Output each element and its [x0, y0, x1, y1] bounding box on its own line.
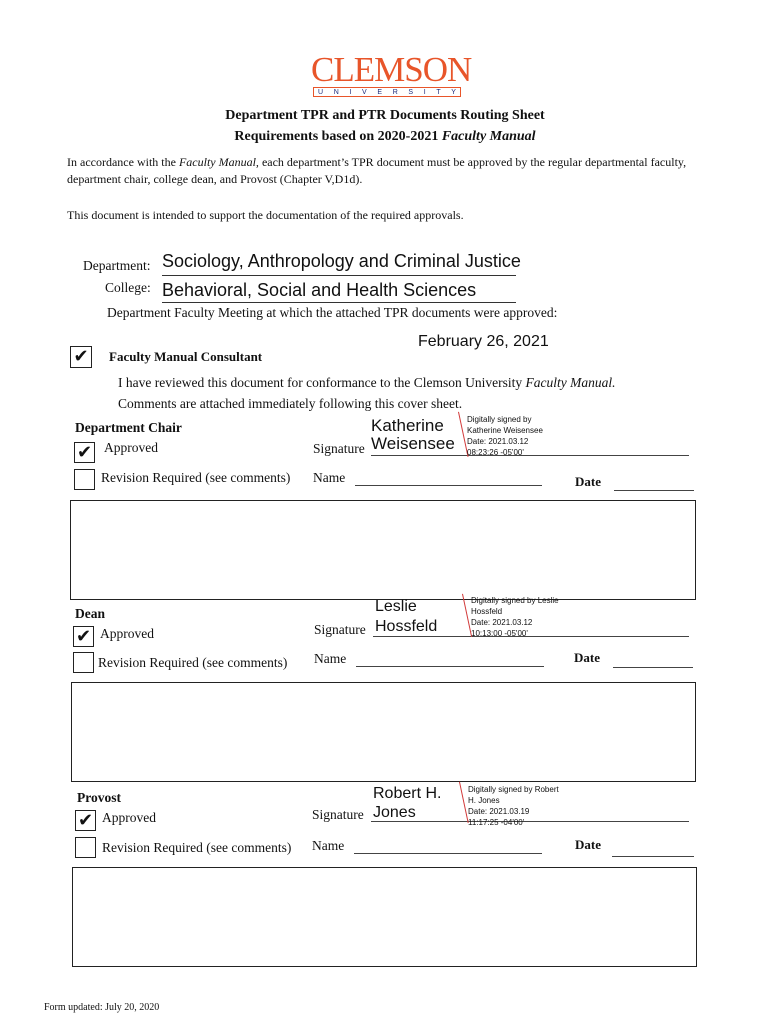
dean-revision-label: Revision Required (see comments) — [98, 655, 288, 670]
intro-line-1 — [67, 155, 686, 170]
department-field[interactable]: Sociology, Anthropology and Criminal Justice — [162, 251, 516, 276]
subtitle-prefix: Requirements based on 2020-2021 — [234, 129, 442, 144]
chair-revision-label: Revision Required (see comments) — [101, 470, 291, 485]
provost-name-line[interactable] — [354, 853, 542, 854]
chair-title: Department Chair — [75, 420, 182, 435]
provost-digital-signature — [468, 784, 559, 828]
dean-approved-checkbox[interactable]: ✔ — [73, 626, 94, 647]
chair-date-line[interactable] — [614, 490, 694, 491]
dean-approved-label: Approved — [100, 626, 154, 641]
dean-name-line[interactable] — [356, 666, 544, 667]
provost-revision-label: Revision Required (see comments) — [102, 840, 292, 855]
dean-signature-label: Signature — [314, 622, 366, 637]
chair-digital-signature — [467, 414, 543, 458]
dean-date-label: Date — [574, 650, 600, 665]
dsig-line: Katherine Weisensee — [467, 426, 543, 435]
chair-signature-label: Signature — [313, 441, 365, 456]
provost-title: Provost — [77, 790, 121, 805]
provost-approved-label: Approved — [102, 810, 156, 825]
consultant-italic: Faculty Manual. — [525, 375, 616, 390]
page-title: Department TPR and PTR Documents Routing Sheet — [225, 108, 545, 123]
university-subtitle — [313, 87, 461, 97]
meeting-label: Department Faculty Meeting at which the attached TPR documents were approved: — [107, 305, 558, 320]
intro-purpose: This document is intended to support the documentation of the required approvals. — [67, 208, 464, 222]
intro-text: In accordance with the — [67, 155, 179, 169]
logo-letter: I — [349, 88, 352, 96]
dsig-line: Digitally signed by Leslie — [471, 596, 559, 605]
dsig-line: Date: 2021.03.12 — [471, 618, 533, 627]
provost-date-label: Date — [575, 837, 601, 852]
college-label: College: — [105, 280, 151, 295]
intro-text: each department’s TPR document must be approved by the regular departmental faculty, — [258, 155, 687, 169]
consultant-line-2: Comments are attached immediately following this cover sheet. — [118, 396, 463, 411]
provost-date-line[interactable] — [612, 856, 694, 857]
consultant-title: Faculty Manual Consultant — [109, 349, 263, 364]
dsig-line: 08:23:26 -05'00' — [467, 448, 524, 457]
logo-letter: S — [408, 88, 414, 96]
dean-date-line[interactable] — [613, 667, 693, 668]
dsig-line: H. Jones — [468, 796, 500, 805]
chair-name-line[interactable] — [355, 485, 542, 486]
chair-revision-checkbox[interactable] — [74, 469, 95, 490]
dsig-line: Digitally signed by — [467, 415, 532, 424]
clemson-wordmark: CLEMSON — [311, 50, 472, 89]
provost-approved-checkbox[interactable]: ✔ — [75, 810, 96, 831]
chair-signer-line-2: Weisensee — [371, 434, 455, 453]
consultant-checkbox[interactable]: ✔ — [70, 346, 92, 368]
form-updated-note: Form updated: July 20, 2020 — [44, 1002, 160, 1013]
provost-signer-line-2: Jones — [373, 804, 416, 821]
provost-name-label: Name — [312, 838, 345, 853]
dsig-line: 10:13:00 -05'00' — [471, 629, 528, 638]
page-subtitle — [0, 129, 770, 145]
logo-letter: Y — [451, 88, 456, 96]
logo-letter: U — [318, 88, 324, 96]
provost-signature-label: Signature — [312, 807, 364, 822]
chair-signer-line-1: Katherine — [371, 416, 444, 435]
logo-letter: I — [423, 88, 426, 96]
intro-line-2: department chair, college dean, and Provost (Chapter V,D1d). — [67, 172, 363, 186]
chair-approved-checkbox[interactable]: ✔ — [74, 442, 95, 463]
chair-approved-label: Approved — [104, 440, 158, 455]
chair-name-label: Name — [313, 470, 346, 485]
provost-comments-box[interactable] — [72, 867, 697, 967]
logo-letter: N — [333, 88, 339, 96]
consultant-text: I have reviewed this document for conformance to the Clemson University — [118, 375, 526, 390]
logo-letter: E — [377, 88, 383, 96]
dean-comments-box[interactable] — [71, 682, 696, 782]
meeting-date-field[interactable]: February 26, 2021 — [418, 333, 549, 350]
logo-letter: R — [392, 88, 398, 96]
dsig-line: Date: 2021.03.19 — [468, 807, 530, 816]
dean-signer-line-1: Leslie — [375, 598, 417, 615]
dean-revision-checkbox[interactable] — [73, 652, 94, 673]
logo-letter: V — [362, 88, 367, 96]
intro-italic: Faculty Manual, — [178, 155, 259, 169]
dsig-line: Hossfeld — [471, 607, 503, 616]
dsig-line: 11:17:25 -04'00' — [468, 818, 525, 827]
dsig-line: Digitally signed by Robert — [468, 785, 559, 794]
consultant-line-1 — [118, 375, 616, 391]
college-field[interactable]: Behavioral, Social and Health Sciences — [162, 280, 516, 303]
dean-title: Dean — [75, 606, 105, 621]
dean-signer-line-2: Hossfeld — [375, 618, 438, 635]
chair-comments-box[interactable] — [70, 500, 696, 600]
dean-digital-signature — [471, 595, 559, 639]
dean-name-label: Name — [314, 651, 347, 666]
department-label: Department: — [83, 258, 151, 273]
chair-date-label: Date — [575, 474, 601, 489]
provost-revision-checkbox[interactable] — [75, 837, 96, 858]
subtitle-italic: Faculty Manual — [441, 129, 536, 144]
dsig-line: Date: 2021.03.12 — [467, 437, 529, 446]
provost-signer-line-1: Robert H. — [373, 785, 442, 802]
logo-letter: T — [436, 88, 441, 96]
